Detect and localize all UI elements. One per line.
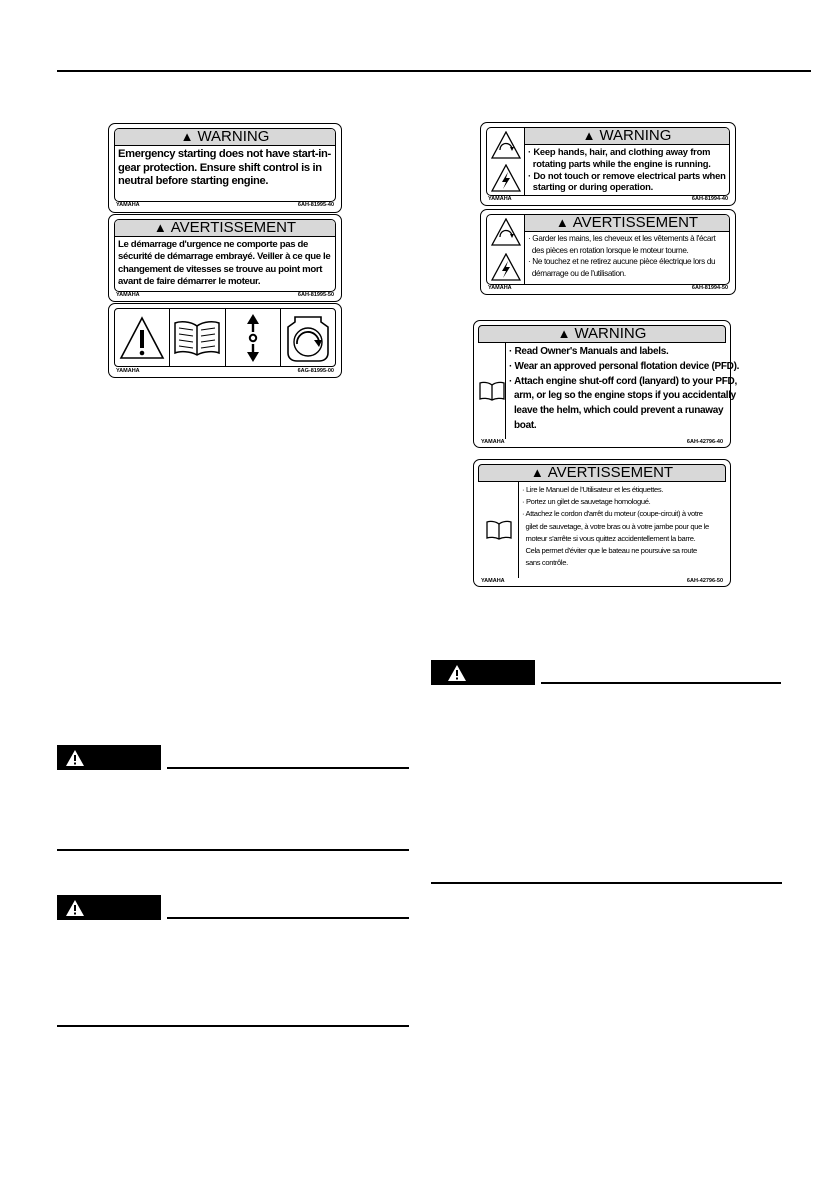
brand-name: YAMAHA <box>481 439 505 445</box>
label-title: AVERTISSEMENT <box>572 214 699 231</box>
label-text <box>525 232 729 280</box>
label-line: rotating parts while the engine is running. <box>528 157 711 169</box>
rotation-icon <box>283 313 333 363</box>
label-line: · Keep hands, hair, and clothing away from <box>528 146 711 157</box>
rule <box>167 767 409 769</box>
top-rule <box>57 70 811 72</box>
book-icon <box>172 318 222 358</box>
rule <box>541 682 781 684</box>
brand-name: YAMAHA <box>116 292 140 298</box>
part-number: 6AG-81995-00 <box>297 368 334 374</box>
brand-name: YAMAHA <box>116 368 140 374</box>
label-line: starting or during operation. <box>528 181 654 193</box>
label-line: · Garder les mains, les cheveux et les vêtements à l'écart <box>528 234 716 243</box>
brand-name: YAMAHA <box>488 285 512 291</box>
label-title: AVERTISSEMENT <box>547 464 674 481</box>
label-line: sans contrôle. <box>522 558 568 568</box>
label-text <box>525 145 729 194</box>
electric-hazard-icon <box>491 253 521 281</box>
warning-triangle-icon: ▲ <box>530 465 544 480</box>
label-line: · Wear an approved personal flotation device (PFD). <box>509 360 740 372</box>
part-number: 6AH-42796-40 <box>686 439 723 445</box>
label-rotating-avertissement <box>480 209 736 295</box>
rotation-icon <box>491 131 521 159</box>
brand-name: YAMAHA <box>488 196 512 202</box>
rule <box>431 882 782 884</box>
rotation-icon <box>491 218 521 246</box>
label-line: leave the helm, which could prevent a runaway <box>509 405 724 417</box>
label-text <box>519 482 725 578</box>
label-emergency-symbols <box>108 303 342 378</box>
brand-name: YAMAHA <box>481 578 505 584</box>
rule <box>167 917 409 919</box>
label-pfd-warning <box>473 320 740 448</box>
label-line: démarrage ou de l'utilisation. <box>528 268 626 278</box>
rule <box>57 1025 409 1027</box>
rule <box>57 849 409 851</box>
warning-triangle-icon <box>65 899 85 917</box>
part-number: 6AH-81994-50 <box>691 285 728 291</box>
label-line: des pièces en rotation lorsque le moteur tourne. <box>528 245 689 255</box>
label-emergency-warning <box>108 123 342 213</box>
label-text: Le démarrage d'urgence ne comporte pas de sécurité de démarrage embrayé. Veiller à ce que le changement de vitesses se trouve au point mort avant de faire démarrer le moteur. <box>118 239 331 288</box>
label-line: · Attach engine shut-off cord (lanyard) to your PFD, <box>509 375 737 387</box>
label-title: WARNING <box>599 127 672 144</box>
label-line: · Ne touchez et ne retirez aucune pièce électrique lors du <box>528 257 716 267</box>
warning-triangle-icon <box>65 749 85 767</box>
label-line: arm, or leg so the engine stops if you accidentally <box>509 390 736 402</box>
part-number: 6AH-81995-40 <box>297 202 334 208</box>
label-pfd-avertissement <box>473 459 731 587</box>
label-emergency-avertissement <box>108 214 342 302</box>
part-number: 6AH-81995-50 <box>297 292 334 298</box>
brand-name: YAMAHA <box>116 202 140 208</box>
book-icon <box>486 520 512 540</box>
shift-arrows-icon <box>243 313 263 363</box>
label-line: · Read Owner's Manuals and labels. <box>509 346 669 357</box>
label-line: moteur s'arrête si vous quittez accidentellement la barre. <box>522 533 696 543</box>
part-number: 6AH-42796-50 <box>686 578 723 584</box>
label-line: · Lire le Manuel de l'Utilisateur et les étiquettes. <box>522 485 664 494</box>
label-title: AVERTISSEMENT <box>170 219 297 236</box>
part-number: 6AH-81994-40 <box>691 196 728 202</box>
warning-triangle-icon: ▲ <box>582 128 596 143</box>
warning-header-left-2 <box>57 895 409 920</box>
label-line: · Do not touch or remove electrical parts when <box>528 169 726 181</box>
label-text: Emergency starting does not have start-in-gear protection. Ensure shift control is in neutral before starting engine. <box>118 148 331 187</box>
warning-triangle-icon: ▲ <box>555 215 569 230</box>
label-text <box>506 343 742 439</box>
electric-hazard-icon <box>491 164 521 192</box>
label-rotating-warning <box>480 122 736 206</box>
warning-triangle-icon: ▲ <box>557 326 571 341</box>
label-line: Cela permet d'éviter que le bateau ne poursuive sa route <box>522 546 697 556</box>
label-title: WARNING <box>574 325 647 342</box>
warning-triangle-icon <box>447 664 467 682</box>
warning-header-left-1 <box>57 745 409 770</box>
warning-triangle-icon <box>119 315 165 361</box>
label-title: WARNING <box>197 128 270 145</box>
warning-triangle-icon: ▲ <box>180 129 194 144</box>
label-line: · Portez un gilet de sauvetage homologué. <box>522 497 651 507</box>
warning-triangle-icon: ▲ <box>153 220 167 235</box>
book-icon <box>479 381 505 401</box>
label-line: gilet de sauvetage, à votre bras ou à votre jambe pour que le <box>522 521 709 531</box>
label-line: boat. <box>509 419 537 431</box>
warning-header-right <box>431 660 781 685</box>
label-line: · Attachez le cordon d'arrêt du moteur (coupe-circuit) à votre <box>522 509 703 519</box>
